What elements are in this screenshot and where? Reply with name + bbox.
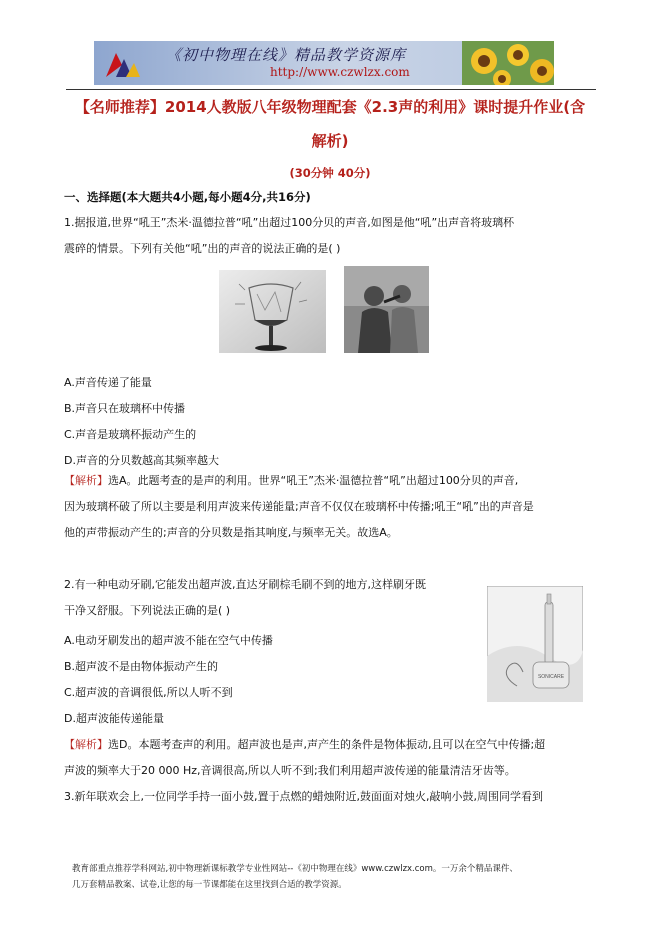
site-logo-icon xyxy=(102,47,142,81)
banner-title: 《初中物理在线》精品教学资源库 xyxy=(166,46,407,64)
q1-option-c[interactable]: C.声音是玻璃杯振动产生的 xyxy=(64,428,197,441)
toothbrush-brand-label: SONICARE xyxy=(537,674,565,680)
q1-option-b[interactable]: B.声音只在玻璃杯中传播 xyxy=(64,402,186,415)
footer-line-2: 几万套精品教案、试卷,让您的每一节课都能在这里找到合适的教学资源。 xyxy=(72,880,347,890)
page-title-cont xyxy=(60,128,600,154)
page-title xyxy=(60,94,600,120)
q2-stem-line-1: 2.有一种电动牙刷,它能发出超声波,直达牙刷棕毛刷不到的地方,这样刷牙既 xyxy=(64,578,426,591)
man-shouting-image xyxy=(344,266,429,353)
q2-stem-line-2: 干净又舒服。下列说法正确的是( ) xyxy=(64,604,231,617)
q1-analysis-text-1: 选A。此题考查的是声的利用。世界“吼王”杰米·温德拉普“吼”出超过100分贝的声音, xyxy=(108,474,519,487)
banner-url[interactable]: http://www.czwlzx.com xyxy=(270,65,410,79)
q2-option-c[interactable]: C.超声波的音调很低,所以人听不到 xyxy=(64,686,233,699)
q1-analysis-line-2: 因为玻璃杯破了所以主要是利用声波来传递能量;声音不仅仅在玻璃杯中传播;吼王“吼”出的声音是 xyxy=(64,500,534,513)
title-line-1: 【名师推荐】2014人教版八年级物理配套《2.3声的利用》课时提升作业(含 xyxy=(74,98,586,116)
section-heading: 一、选择题(本大题共4小题,每小题4分,共16分) xyxy=(64,190,311,204)
q2-analysis-text-1: 选D。本题考查声的利用。超声波也是声,声产生的条件是物体振动,且可以在空气中传播;超 xyxy=(108,738,546,751)
q2-option-d[interactable]: D.超声波能传递能量 xyxy=(64,712,164,725)
q1-analysis-line-1 xyxy=(64,468,518,494)
site-banner xyxy=(94,41,554,85)
q1-stem-line-2: 震碎的情景。下列有关他“吼”出的声音的说法正确的是( ) xyxy=(64,242,341,255)
q1-analysis-line-3: 他的声带振动产生的;声音的分贝数是指其响度,与频率无关。故选A。 xyxy=(64,526,398,539)
footer-line-1: 教育部重点推荐学科网站,初中物理新课标教学专业性网站--《初中物理在线》www.czwlzx.com。一万余个精品课件、 xyxy=(72,864,518,874)
q2-analysis-line-1 xyxy=(64,732,545,758)
q1-option-d[interactable]: D.声音的分贝数越高其频率越大 xyxy=(64,454,219,467)
q3-stem-line-1: 3.新年联欢会上,一位同学手持一面小鼓,置于点燃的蜡烛附近,鼓面面对烛火,敲响小鼓,周围同学看到 xyxy=(64,790,543,803)
q2-option-a[interactable]: A.电动牙刷发出的超声波不能在空气中传播 xyxy=(64,634,273,647)
q1-analysis-tag: 【解析】 xyxy=(64,474,108,487)
q1-stem-line-1: 1.据报道,世界“吼王”杰米·温德拉普“吼”出超过100分贝的声音,如图是他“吼”出声音将玻璃杯 xyxy=(64,216,515,229)
sunflower-image xyxy=(462,41,554,85)
shattered-glass-image xyxy=(219,270,326,353)
q2-analysis-line-2: 声波的频率大于20 000 Hz,音调很高,所以人听不到;我们利用超声波传递的能量清洁牙齿等。 xyxy=(64,764,516,777)
time-score: (30分钟 40分) xyxy=(289,166,371,180)
electric-toothbrush-image xyxy=(487,586,583,702)
header-divider xyxy=(66,89,596,90)
title-line-2: 解析) xyxy=(311,132,349,150)
q2-analysis-tag: 【解析】 xyxy=(64,738,108,751)
q1-option-a[interactable]: A.声音传递了能量 xyxy=(64,376,152,389)
q2-option-b[interactable]: B.超声波不是由物体振动产生的 xyxy=(64,660,219,673)
